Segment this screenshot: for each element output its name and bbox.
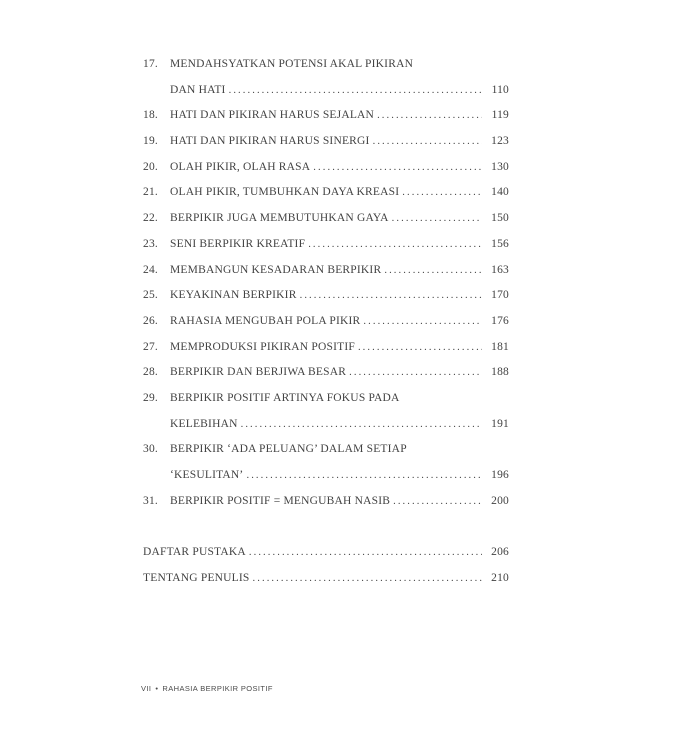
entry-page-number: 200 xyxy=(491,494,509,507)
toc-entry-26 xyxy=(143,309,509,335)
entry-number: 20. xyxy=(143,160,158,173)
dot-leader xyxy=(358,335,482,361)
toc-entry-31 xyxy=(143,489,509,515)
entry-number: 21. xyxy=(143,186,158,199)
entry-page-number: 110 xyxy=(491,83,509,96)
entry-title-line2: KELEBIHAN xyxy=(170,417,238,430)
dot-leader xyxy=(349,360,482,386)
entry-title: OLAH PIKIR, TUMBUHKAN DAYA KREASI xyxy=(170,186,400,199)
entry-page-number: 188 xyxy=(491,366,509,379)
dot-leader xyxy=(308,232,482,258)
entry-number: 24. xyxy=(143,263,158,276)
entry-title: MEMBANGUN KESADARAN BERPIKIR xyxy=(170,263,382,276)
entry-number: 27. xyxy=(143,340,158,353)
entry-number: 28. xyxy=(143,366,158,379)
dot-leader xyxy=(392,206,482,232)
dot-leader xyxy=(246,463,482,489)
dot-leader xyxy=(300,283,482,309)
entry-number: 17. xyxy=(143,58,158,70)
entry-page-number: 123 xyxy=(491,135,509,148)
toc-entry-25 xyxy=(143,283,509,309)
entry-page-number: 206 xyxy=(491,546,509,558)
entry-title: DAFTAR PUSTAKA xyxy=(143,546,246,558)
entry-page-number: 210 xyxy=(491,571,509,584)
entry-title: TENTANG PENULIS xyxy=(143,571,250,584)
entry-title: KEYAKINAN BERPIKIR xyxy=(170,289,297,302)
toc-entry-24 xyxy=(143,258,509,284)
entry-title: BERPIKIR DAN BERJIWA BESAR xyxy=(170,366,347,379)
footer-book-title: RAHASIA BERPIKIR POSITIF xyxy=(162,684,273,693)
entry-number: 30. xyxy=(143,443,158,456)
entry-page-number: 130 xyxy=(491,160,509,173)
toc-entry-19 xyxy=(143,129,509,155)
entry-number: 18. xyxy=(143,109,158,122)
dot-leader xyxy=(253,566,482,592)
toc-entry-23 xyxy=(143,232,509,258)
entry-title: SENI BERPIKIR KREATIF xyxy=(170,237,306,250)
entry-page-number: 163 xyxy=(491,263,509,276)
toc-entry-22 xyxy=(143,206,509,232)
entry-page-number: 170 xyxy=(491,289,509,302)
toc-entry-17 xyxy=(143,52,509,103)
entry-title: HATI DAN PIKIRAN HARUS SEJALAN xyxy=(170,109,375,122)
entry-number: 25. xyxy=(143,289,158,302)
back-matter-entry-daftar-pustaka xyxy=(143,540,509,566)
back-matter-list xyxy=(143,540,509,591)
dot-leader xyxy=(377,103,482,129)
entry-title: MEMPRODUKSI PIKIRAN POSITIF xyxy=(170,340,355,353)
dot-leader xyxy=(373,129,482,155)
toc-entry-30 xyxy=(143,437,509,488)
page-footer xyxy=(141,684,273,693)
entry-title: BERPIKIR POSITIF = MENGUBAH NASIB xyxy=(170,494,391,507)
entry-page-number: 181 xyxy=(491,340,509,353)
entry-number: 22. xyxy=(143,212,158,225)
entry-page-number: 119 xyxy=(491,109,509,122)
dot-leader xyxy=(363,309,482,335)
entry-title: BERPIKIR ‘ADA PELUANG’ DALAM SETIAP xyxy=(170,443,407,456)
toc-entry-18 xyxy=(143,103,509,129)
table-of-contents xyxy=(143,52,509,514)
toc-entry-27 xyxy=(143,335,509,361)
footer-page-number: VII xyxy=(141,684,152,693)
entry-title: OLAH PIKIR, OLAH RASA xyxy=(170,160,311,173)
back-matter-entry-tentang-penulis xyxy=(143,566,509,592)
dot-leader xyxy=(384,258,482,284)
entry-page-number: 191 xyxy=(491,417,509,430)
entry-title-line2: ‘KESULITAN’ xyxy=(170,469,244,481)
entry-title: RAHASIA MENGUBAH POLA PIKIR xyxy=(170,314,361,327)
entry-title: MENDAHSYATKAN POTENSI AKAL PIKIRAN xyxy=(170,58,414,70)
entry-title: BERPIKIR POSITIF ARTINYA FOKUS PADA xyxy=(170,391,400,404)
toc-entry-28 xyxy=(143,360,509,386)
entry-page-number: 196 xyxy=(491,469,509,481)
entry-title: HATI DAN PIKIRAN HARUS SINERGI xyxy=(170,135,370,148)
entry-number: 23. xyxy=(143,237,158,250)
entry-page-number: 156 xyxy=(491,237,509,250)
entry-page-number: 150 xyxy=(491,212,509,225)
entry-number: 29. xyxy=(143,391,158,404)
dot-leader xyxy=(313,155,482,181)
entry-page-number: 176 xyxy=(491,314,509,327)
dot-leader xyxy=(393,489,482,515)
entry-number: 19. xyxy=(143,135,158,148)
dot-leader xyxy=(229,78,482,104)
toc-entry-21 xyxy=(143,180,509,206)
entry-title: BERPIKIR JUGA MEMBUTUHKAN GAYA xyxy=(170,212,389,225)
entry-number: 26. xyxy=(143,314,158,327)
toc-entry-29 xyxy=(143,386,509,437)
entry-title-line2: DAN HATI xyxy=(170,83,226,96)
dot-leader xyxy=(249,540,482,566)
entry-page-number: 140 xyxy=(491,186,509,199)
footer-separator: • xyxy=(155,684,159,693)
entry-number: 31. xyxy=(143,494,158,507)
dot-leader xyxy=(402,180,482,206)
dot-leader xyxy=(241,412,482,438)
toc-entry-20 xyxy=(143,155,509,181)
